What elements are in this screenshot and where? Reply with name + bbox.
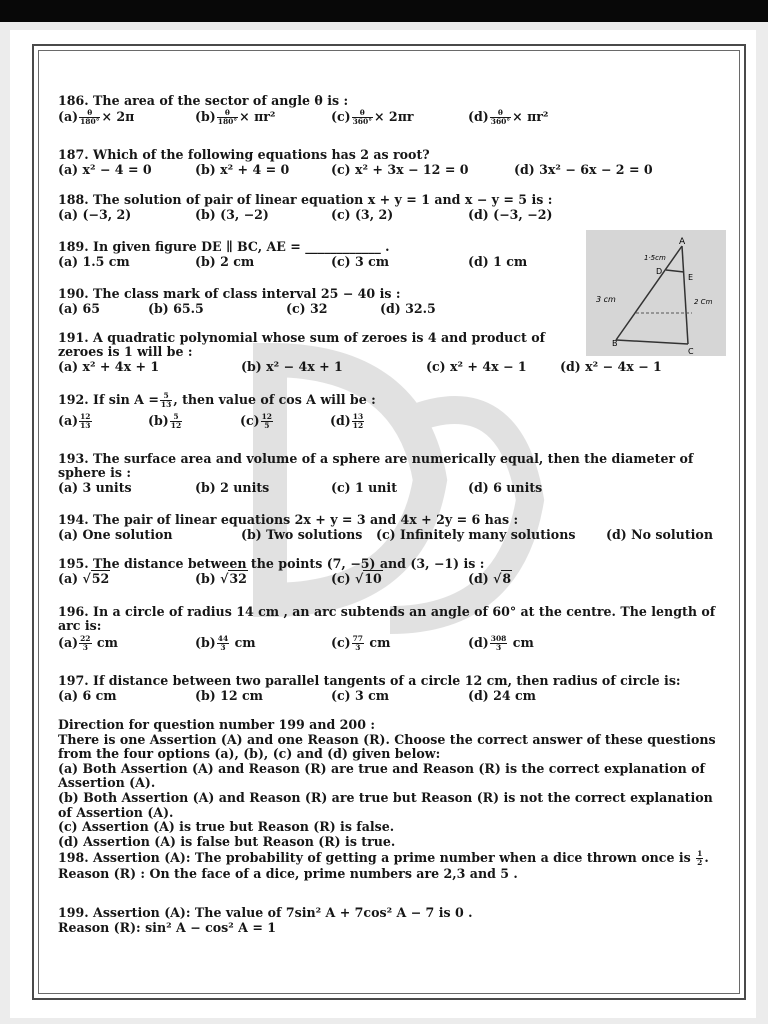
option-a: (a) √52 bbox=[58, 571, 110, 586]
option-d: (d) No solution bbox=[606, 527, 713, 542]
option-d: (d) $\frac{308}{3}$ cm bbox=[468, 634, 534, 652]
option-b: (b) (3, −2) bbox=[195, 207, 269, 222]
option-a: (a) $\frac{12}{13}$ bbox=[58, 412, 91, 430]
option-b: (b) $\frac{44}{3}$ cm bbox=[195, 634, 256, 652]
label-c: C bbox=[688, 347, 694, 356]
directions-block bbox=[58, 718, 726, 882]
option-d: (d) 1 cm bbox=[468, 254, 528, 269]
option-a: (a) (−3, 2) bbox=[58, 207, 132, 222]
option-b: (b) x² + 4 = 0 bbox=[195, 162, 290, 177]
question-stem: 189. In given figure DE ∥ BC, AE = ____________ . bbox=[58, 239, 390, 254]
option-a: (a) 3 units bbox=[58, 480, 132, 495]
directions-option-b: (b) Both Assertion (A) and Reason (R) are true but Reason (R) is not the correct explanation of Assertion (A). bbox=[58, 789, 713, 820]
question-stem: 193. The surface area and volume of a sphere are numerically equal, then the diameter of sphere is : bbox=[58, 451, 694, 480]
question-194 bbox=[58, 513, 726, 543]
option-b: (b) 65.5 bbox=[148, 301, 204, 316]
label-3cm: 3 cm bbox=[596, 295, 616, 304]
directions-option-c: (c) Assertion (A) is true but Reason (R) is false. bbox=[58, 819, 395, 835]
option-a: (a) 1.5 cm bbox=[58, 254, 130, 269]
question-186 bbox=[58, 94, 726, 124]
question-188 bbox=[58, 193, 726, 223]
option-c: (c) 3 cm bbox=[331, 254, 390, 269]
label-b: B bbox=[612, 339, 618, 348]
question-193 bbox=[58, 452, 726, 496]
question-stem: 196. In a circle of radius 14 cm , an arc subtends an angle of 60° at the centre. The length of arc is: bbox=[58, 604, 716, 633]
label-a: A bbox=[679, 237, 686, 247]
option-b: (b) $\frac{5}{12}$ bbox=[148, 412, 182, 430]
question-stem: 190. The class mark of class interval 25 − 40 is : bbox=[58, 286, 401, 301]
top-dark-bar bbox=[0, 0, 768, 22]
label-e: E bbox=[688, 273, 694, 282]
question-stem: 197. If distance between two parallel tangents of a circle 12 cm, then radius of circle is: bbox=[58, 673, 681, 688]
option-c: (c) $\frac{77}{3}$ cm bbox=[331, 634, 391, 652]
option-d: (d) 6 units bbox=[468, 480, 543, 495]
question-stem: 188. The solution of pair of linear equation x + y = 1 and x − y = 5 is : bbox=[58, 192, 553, 207]
option-c: (c) x² + 3x − 12 = 0 bbox=[331, 162, 469, 177]
directions-option-a: (a) Both Assertion (A) and Reason (R) are true and Reason (R) is the correct explanation of Assertion (A). bbox=[58, 760, 705, 791]
option-c: (c) √10 bbox=[331, 571, 382, 586]
directions-intro: There is one Assertion (A) and one Reason (R). Choose the correct answer of these questions from the four options (a), (b), (c) and (d) given below: bbox=[58, 731, 716, 762]
option-c: (c) x² + 4x − 1 bbox=[426, 359, 527, 374]
question-190 bbox=[58, 287, 578, 317]
option-a: (a) 65 bbox=[58, 301, 100, 316]
option-a: (a) $\frac{\theta}{180^\circ}$ × 2π bbox=[58, 108, 135, 126]
option-c: (c) 3 cm bbox=[331, 688, 390, 703]
option-b: (b) 2 cm bbox=[195, 254, 255, 269]
option-b: (b) 2 units bbox=[195, 480, 270, 495]
options-row bbox=[58, 109, 726, 124]
option-d: (d) √8 bbox=[468, 571, 512, 586]
question-195 bbox=[58, 557, 726, 587]
question-stem: 192. If sin A = $\frac{5}{13}$ , then value of cos A will be : bbox=[58, 391, 376, 409]
option-a: (a) $\frac{22}{3}$ cm bbox=[58, 634, 118, 652]
question-199 bbox=[58, 906, 726, 935]
option-c: (c) $\frac{12}{5}$ bbox=[240, 412, 273, 430]
question-stem: 186. The area of the sector of angle θ is : bbox=[58, 93, 349, 108]
option-d: (d) 32.5 bbox=[380, 301, 436, 316]
question-stem: 194. The pair of linear equations 2x + y = 3 and 4x + 2y = 6 has : bbox=[58, 512, 519, 527]
option-c: (c) 32 bbox=[286, 301, 328, 316]
option-c: (c) $\frac{\theta}{360^\circ}$ × 2πr bbox=[331, 108, 414, 126]
option-c: (c) (3, 2) bbox=[331, 207, 394, 222]
option-b: (b) 12 cm bbox=[195, 688, 264, 703]
question-stem: 187. Which of the following equations has 2 as root? bbox=[58, 147, 430, 162]
question-199-reason: Reason (R): sin² A − cos² A = 1 bbox=[58, 919, 277, 935]
question-187 bbox=[58, 148, 726, 178]
option-d: (d) $\frac{\theta}{360^\circ}$ × πr² bbox=[468, 108, 549, 126]
option-d: (d) $\frac{13}{12}$ bbox=[330, 412, 364, 430]
option-c: (c) 1 unit bbox=[331, 480, 398, 495]
option-a: (a) 6 cm bbox=[58, 688, 117, 703]
option-b: (b) $\frac{\theta}{180^\circ}$ × πr² bbox=[195, 108, 276, 126]
question-198-reason: Reason (R) : On the face of a dice, prime numbers are 2,3 and 5 . bbox=[58, 866, 518, 882]
question-191 bbox=[58, 331, 726, 375]
option-d: (d) 24 cm bbox=[468, 688, 537, 703]
option-a: (a) x² − 4 = 0 bbox=[58, 162, 152, 177]
question-197 bbox=[58, 674, 726, 704]
directions-option-d: (d) Assertion (A) is false but Reason (R) is true. bbox=[58, 833, 396, 849]
label-2cm: 2 Cm bbox=[694, 298, 713, 306]
option-d: (d) (−3, −2) bbox=[468, 207, 553, 222]
option-b: (b) √32 bbox=[195, 571, 247, 586]
option-b: (b) x² − 4x + 1 bbox=[241, 359, 343, 374]
directions-title: Direction for question number 199 and 200 : bbox=[58, 717, 375, 732]
label-15cm: 1·5cm bbox=[644, 254, 666, 262]
option-d: (d) x² − 4x − 1 bbox=[560, 359, 662, 374]
option-b: (b) Two solutions bbox=[241, 527, 363, 542]
question-192 bbox=[58, 392, 726, 433]
question-189 bbox=[58, 240, 578, 270]
question-stem: 195. The distance between the points (7, −5) and (3, −1) is : bbox=[58, 556, 485, 571]
option-d: (d) 3x² − 6x − 2 = 0 bbox=[514, 162, 653, 177]
question-199-assertion: 199. Assertion (A): The value of 7sin² A + 7cos² A − 7 is 0 . bbox=[58, 905, 473, 920]
label-d: D bbox=[656, 267, 663, 276]
option-c: (c) Infinitely many solutions bbox=[376, 527, 576, 542]
option-a: (a) x² + 4x + 1 bbox=[58, 359, 160, 374]
question-196 bbox=[58, 605, 726, 655]
question-198-assertion: 198. Assertion (A): The probability of getting a prime number when a dice thrown once is $\frac{1}{2}$ . bbox=[58, 849, 709, 868]
question-stem: 191. A quadratic polynomial whose sum of zeroes is 4 and product of zeroes is 1 will be : bbox=[58, 330, 546, 359]
option-a: (a) One solution bbox=[58, 527, 173, 542]
